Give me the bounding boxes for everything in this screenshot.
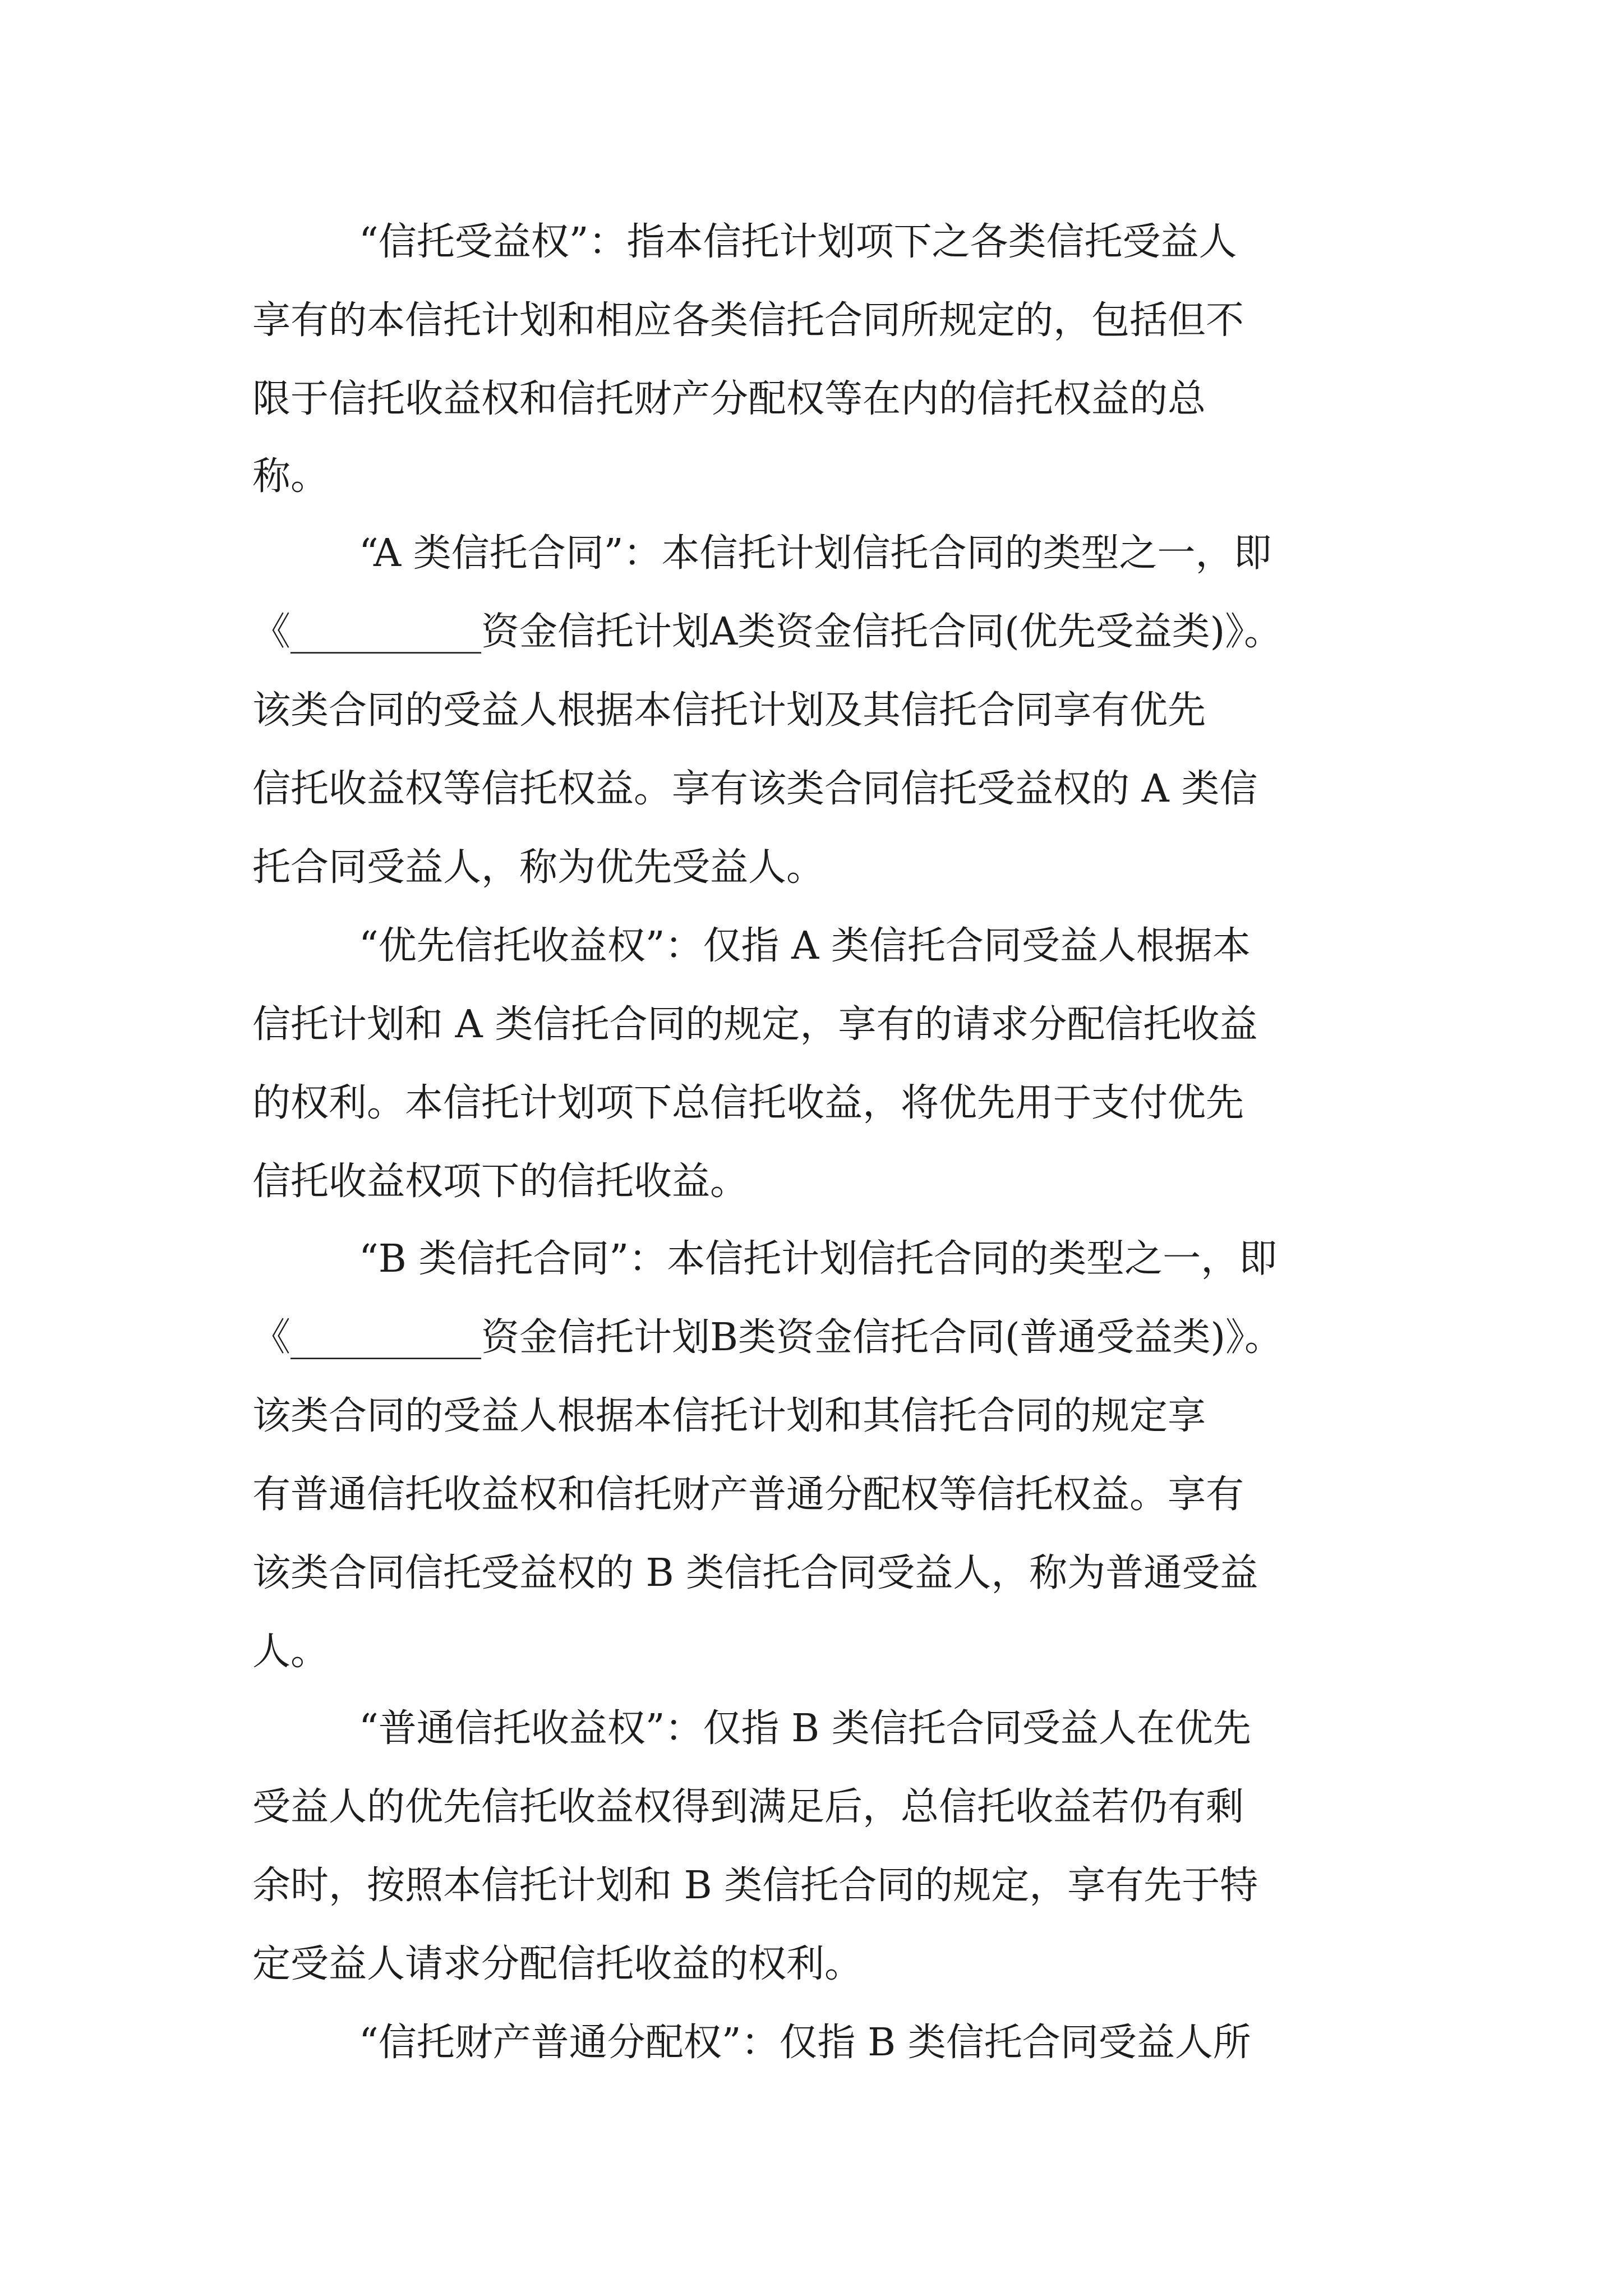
- text-line: “普通信托收益权”：仅指 B 类信托合同受益人在优先: [359, 1706, 1251, 1751]
- text-line: “B 类信托合同”：本信托计划信托合同的类型之一，即: [359, 1237, 1278, 1281]
- text-line: “信托财产普通分配权”：仅指 B 类信托合同受益人所: [359, 2021, 1251, 2065]
- text-line: 人。: [252, 1630, 329, 1674]
- text-line: 《__________资金信托计划B类资金信托合同(普通受益类)》。: [252, 1315, 1283, 1360]
- text-line: 信托收益权等信托权益。享有该类合同信托受益权的 A 类信: [252, 767, 1258, 811]
- text-line: “A 类信托合同”：本信托计划信托合同的类型之一，即: [359, 531, 1272, 576]
- text-line: 有普通信托收益权和信托财产普通分配权等信托权益。享有: [252, 1473, 1244, 1517]
- text-line: 托合同受益人，称为优先受益人。: [252, 845, 825, 890]
- text-line: “信托受益权”：指本信托计划项下之各类信托受益人: [359, 220, 1237, 264]
- text-line: 限于信托收益权和信托财产分配权等在内的信托权益的总: [252, 377, 1206, 421]
- text-line: “优先信托收益权”：仅指 A 类信托合同受益人根据本: [359, 924, 1251, 968]
- text-line: 该类合同信托受益权的 B 类信托合同受益人，称为普通受益: [252, 1551, 1258, 1595]
- text-line: 的权利。本信托计划项下总信托收益，将优先用于支付优先: [252, 1081, 1244, 1125]
- text-line: 信托收益权项下的信托收益。: [252, 1159, 749, 1204]
- text-line: 称。: [252, 454, 329, 499]
- text-line: 该类合同的受益人根据本信托计划及其信托合同享有优先: [252, 688, 1206, 733]
- text-line: 该类合同的受益人根据本信托计划和其信托合同的规定享: [252, 1394, 1206, 1438]
- text-line: 《__________资金信托计划A类资金信托合同(优先受益类)》。: [252, 610, 1283, 654]
- text-line: 享有的本信托计划和相应各类信托合同所规定的，包括但不: [252, 298, 1244, 343]
- text-line: 定受益人请求分配信托收益的权利。: [252, 1942, 863, 1986]
- text-line: 受益人的优先信托收益权得到满足后，总信托收益若仍有剩: [252, 1785, 1244, 1829]
- text-line: 余时，按照本信托计划和 B 类信托合同的规定，享有先于特: [252, 1864, 1258, 1908]
- text-line: 信托计划和 A 类信托合同的规定，享有的请求分配信托收益: [252, 1002, 1258, 1047]
